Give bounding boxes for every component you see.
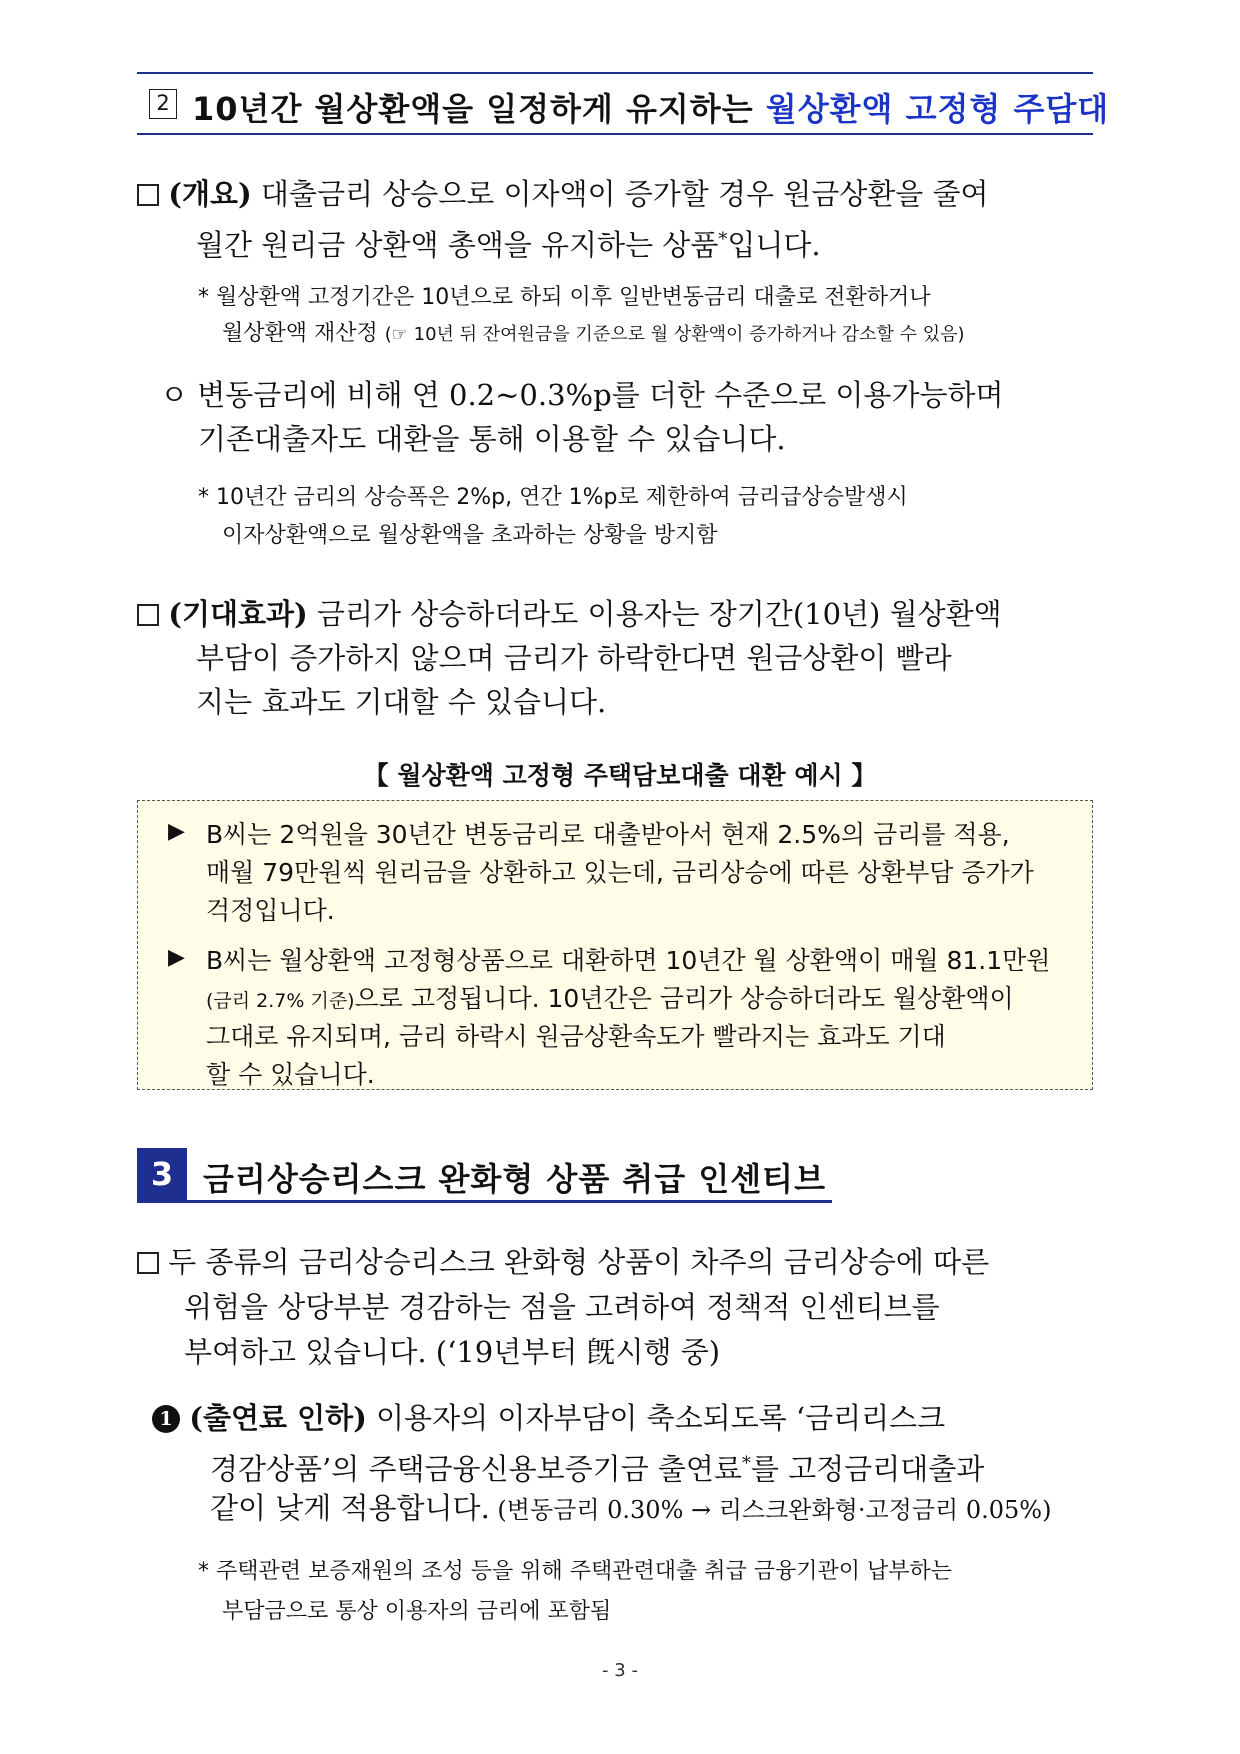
checkbox-square-icon xyxy=(137,604,159,626)
example-p2-line4: 할 수 있습니다. xyxy=(206,1060,375,1089)
section-title-accent: 월상환액 고정형 주담대 xyxy=(765,90,1110,128)
overview-note1: * 월상환액 고정기간은 10년으로 하되 이후 일반변동금리 대출로 전환하거나 xyxy=(198,285,931,310)
example-p1-line3: 걱정입니다. xyxy=(206,896,335,925)
example-p2-line2 xyxy=(206,979,1014,1015)
triangle-bullet-icon: ▶ xyxy=(168,819,185,844)
section-number-box: 2 xyxy=(149,89,177,119)
incentive-line3: 부여하고 있습니다. (‘19년부터 旣시행 중) xyxy=(184,1335,721,1369)
numbered-bullet-icon: 1 xyxy=(152,1405,180,1433)
effect-label: (기대효과) xyxy=(168,597,308,631)
footnote-star: * xyxy=(741,1453,751,1474)
triangle-bullet-icon: ▶ xyxy=(168,945,185,970)
item1-note1: * 주택관련 보증재원의 조성 등을 위해 주택관련대출 취급 금융기관이 납부하는 xyxy=(198,1559,953,1584)
overview-note2-small: (☞ 10년 뒤 잔여원금을 기준으로 월 상환액이 증가하거나 감소할 수 있음) xyxy=(384,324,965,345)
section-title xyxy=(192,84,1109,130)
example-p2-line2-rest: 으로 고정됩니다. 10년간은 금리가 상승하더라도 월상환액이 xyxy=(354,984,1014,1013)
effect-paragraph xyxy=(137,592,1002,637)
effect-line3: 지는 효과도 기대할 수 있습니다. xyxy=(196,685,607,719)
section-2-header xyxy=(137,72,1110,135)
overview-note2-wrap xyxy=(222,316,965,353)
overview-line2-end: 입니다. xyxy=(727,228,821,262)
checkbox-square-icon xyxy=(137,184,159,206)
overview-line2: 월간 원리금 상환액 총액을 유지하는 상품 xyxy=(196,228,719,262)
item1-label: (출연료 인하) xyxy=(189,1401,367,1435)
rate-note2: 이자상환액으로 월상환액을 초과하는 상황을 방지함 xyxy=(222,523,718,548)
item1-note2: 부담금으로 통상 이용자의 금리에 포함됨 xyxy=(222,1599,612,1624)
rate-line2: 기존대출자도 대환을 통해 이용할 수 있습니다. xyxy=(198,422,786,456)
overview-line1: 대출금리 상승으로 이자액이 증가할 경우 원금상환을 줄여 xyxy=(251,177,989,211)
rate-line1: ㅇ 변동금리에 비해 연 0.2~0.3%p를 더한 수준으로 이용가능하며 xyxy=(160,378,1004,412)
section-title-main: 10년간 월상환액을 일정하게 유지하는 xyxy=(192,90,754,128)
incentive-line2: 위험을 상당부분 경감하는 점을 고려하여 정책적 인센티브를 xyxy=(184,1290,940,1324)
item1-line1: 이용자의 이자부담이 축소되도록 ‘금리리스크 xyxy=(366,1401,946,1435)
overview-paragraph xyxy=(137,172,989,217)
example-p1-line2: 매월 79만원씩 원리금을 상환하고 있는데, 금리상승에 따른 상환부담 증가가 xyxy=(206,858,1034,887)
section-title: 금리상승리스크 완화형 상품 취급 인센티브 xyxy=(203,1160,826,1198)
rate-note1: * 10년간 금리의 상승폭은 2%p, 연간 1%p로 제한하여 금리급상승발생시 xyxy=(198,485,908,510)
section-number-badge: 3 xyxy=(137,1148,187,1200)
item1-line3-wrap xyxy=(210,1486,1051,1533)
incentive-line1: 두 종류의 금리상승리스크 완화형 상품이 차주의 금리상승에 따른 xyxy=(168,1245,990,1279)
example-p2-line1: B씨는 월상환액 고정형상품으로 대환하면 10년간 월 상환액이 매월 81.1만원 xyxy=(206,946,1051,975)
overview-note2: 월상환액 재산정 xyxy=(222,321,378,346)
incentive-paragraph xyxy=(137,1240,989,1285)
checkbox-square-icon xyxy=(137,1252,159,1274)
overview-line2-wrap xyxy=(196,217,821,268)
item1-line2-wrap xyxy=(210,1441,984,1492)
item1-paragraph xyxy=(152,1396,945,1441)
item1-line2-end: 를 고정금리대출과 xyxy=(750,1452,985,1486)
example-p2-small: (금리 2.7% 기준) xyxy=(206,990,355,1012)
example-p2-line3: 그대로 유지되며, 금리 하락시 원금상환속도가 빨라지는 효과도 기대 xyxy=(206,1022,946,1051)
effect-line2: 부담이 증가하지 않으며 금리가 하락한다면 원금상환이 빨라 xyxy=(196,641,952,675)
example-p1-line1: B씨는 2억원을 30년간 변동금리로 대출받아서 현재 2.5%의 금리를 적용, xyxy=(206,820,1010,849)
page-number: - 3 - xyxy=(602,1660,638,1681)
effect-line1: 금리가 상승하더라도 이용자는 장기간(10년) 월상환액 xyxy=(307,597,1002,631)
footnote-star: * xyxy=(718,229,728,250)
example-title: 【 월상환액 고정형 주택담보대출 대환 예시 】 xyxy=(363,761,877,790)
section-3-header xyxy=(137,1148,832,1203)
item1-line3-small: (변동금리 0.30% → 리스크완화형·고정금리 0.05%) xyxy=(489,1496,1052,1524)
item1-line2: 경감상품’의 주택금융신용보증기금 출연료 xyxy=(210,1452,742,1486)
example-box xyxy=(137,800,1093,1090)
overview-label: (개요) xyxy=(168,177,252,211)
item1-line3: 같이 낮게 적용합니다. xyxy=(210,1491,490,1525)
